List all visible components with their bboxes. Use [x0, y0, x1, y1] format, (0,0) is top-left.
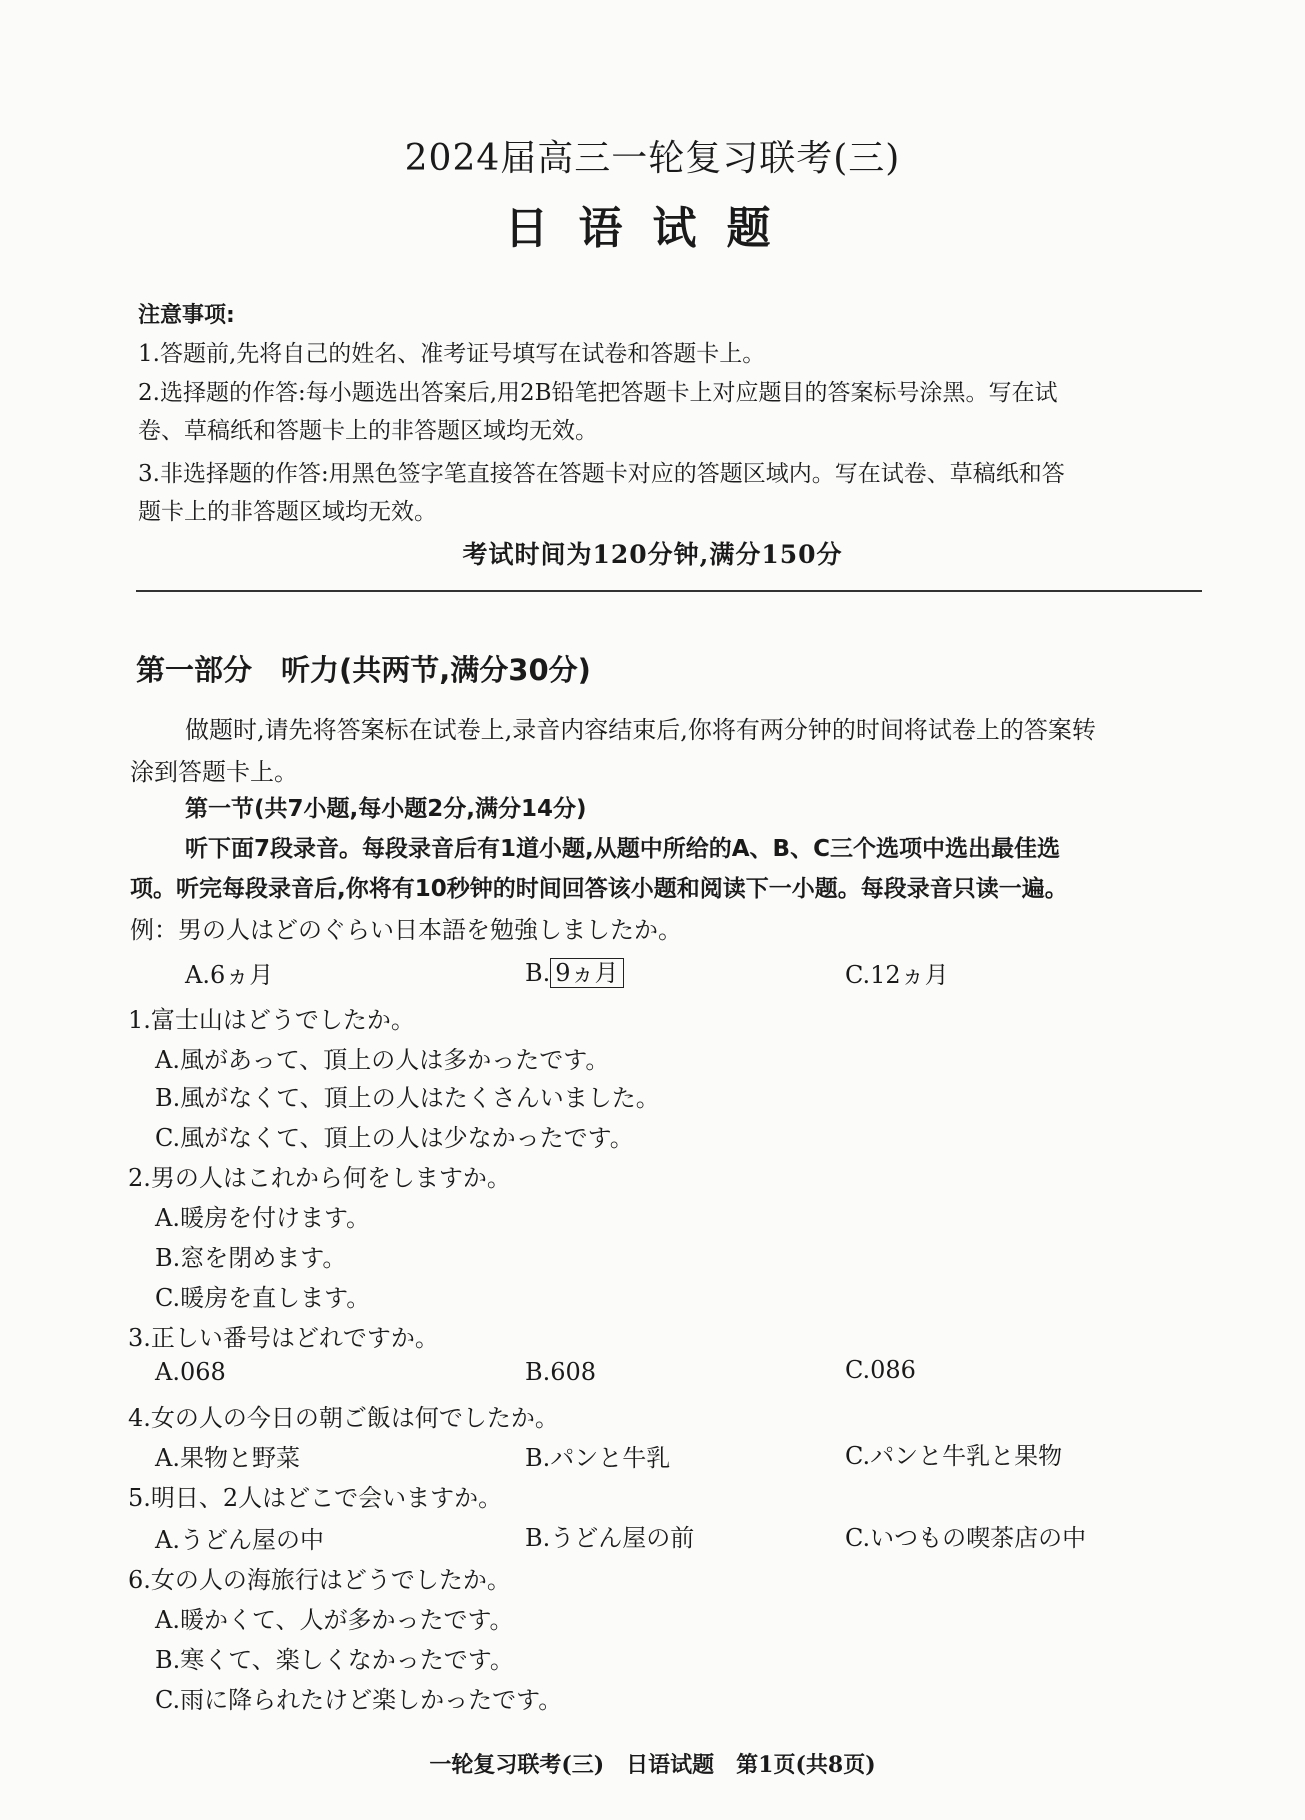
example-option-a: A.6ヵ月	[185, 961, 274, 989]
question-2-option-c: C.暖房を直します。	[155, 1284, 371, 1312]
question-3-option-c: C.086	[845, 1356, 916, 1384]
question-3: 3.正しい番号はどれですか。	[128, 1324, 439, 1352]
question-2-option-a: A.暖房を付けます。	[155, 1204, 371, 1232]
question-4: 4.女の人の今日の朝ご飯は何でしたか。	[128, 1404, 559, 1432]
note-line: 卷、草稿纸和答题卡上的非答题区域均无效。	[138, 418, 598, 444]
question-1: 1.富士山はどうでしたか。	[128, 1006, 415, 1034]
question-4-option-a: A.果物と野菜	[155, 1444, 300, 1472]
question-1-option-c: C.風がなくて、頂上の人は少なかったです。	[155, 1124, 634, 1152]
exam-time: 考试时间为120分钟,满分150分	[462, 540, 843, 569]
question-5-option-b: B.うどん屋の前	[525, 1524, 695, 1552]
subject-title: 日语试题	[504, 203, 801, 254]
question-6-option-b: B.寒くて、楽しくなかったです。	[155, 1646, 514, 1674]
example-option-b: B. 9ヵ月	[525, 953, 624, 988]
section-instructions: 听下面7段录音。每段录音后有1道小题,从题中所给的A、B、C三个选项中选出最佳选	[185, 836, 1060, 862]
question-2: 2.男の人はこれから何をしますか。	[128, 1164, 511, 1192]
question-5-option-a: A.うどん屋の中	[155, 1526, 324, 1554]
question-1-option-a: A.風があって、頂上の人は多かったです。	[155, 1046, 610, 1074]
question-5-option-c: C.いつもの喫茶店の中	[845, 1524, 1087, 1552]
part1-intro: 做题时,请先将答案标在试卷上,录音内容结束后,你将有两分钟的时间将试卷上的答案转	[185, 716, 1096, 744]
example-question: 例：男の人はどのぐらい日本語を勉強しましたか。	[130, 916, 682, 944]
notes-heading: 注意事项:	[138, 303, 235, 328]
question-1-option-b: B.風がなくて、頂上の人はたくさんいました。	[155, 1084, 660, 1112]
section-title: 第一节(共7小题,每小题2分,满分14分)	[185, 796, 587, 822]
example-answer-box: 9ヵ月	[550, 958, 623, 988]
question-6-option-a: A.暖かくて、人が多かったです。	[155, 1606, 514, 1634]
note-line: 2.选择题的作答:每小题选出答案后,用2B铅笔把答题卡上对应题目的答案标号涂黑。写在试	[138, 380, 1058, 406]
question-2-option-b: B.窓を閉めます。	[155, 1244, 347, 1272]
question-3-option-a: A.068	[155, 1358, 226, 1386]
question-5: 5.明日、2人はどこで会いますか。	[128, 1484, 503, 1512]
page-footer: 一轮复习联考(三) 日语试题 第1页(共8页)	[429, 1752, 876, 1778]
section-instructions: 项。听完每段录音后,你将有10秒钟的时间回答该小题和阅读下一小题。每段录音只读一遍。	[130, 876, 1068, 902]
question-4-option-c: C.パンと牛乳と果物	[845, 1442, 1063, 1470]
question-3-option-b: B.608	[525, 1358, 597, 1386]
question-6-option-c: C.雨に降られたけど楽しかったです。	[155, 1686, 563, 1714]
note-line: 题卡上的非答题区域均无效。	[138, 499, 437, 525]
divider-line	[136, 590, 1202, 592]
part1-intro: 涂到答题卡上。	[130, 758, 298, 786]
note-line: 1.答题前,先将自己的姓名、准考证号填写在试卷和答题卡上。	[138, 341, 766, 367]
part1-title: 第一部分 听力(共两节,满分30分)	[136, 653, 591, 687]
note-line: 3.非选择题的作答:用黑色签字笔直接答在答题卡对应的答题区域内。写在试卷、草稿纸和答	[138, 461, 1065, 487]
example-option-c: C.12ヵ月	[845, 961, 949, 989]
exam-series-title: 2024届高三一轮复习联考(三)	[404, 138, 901, 179]
question-6: 6.女の人の海旅行はどうでしたか。	[128, 1566, 511, 1594]
question-4-option-b: B.パンと牛乳	[525, 1444, 671, 1472]
